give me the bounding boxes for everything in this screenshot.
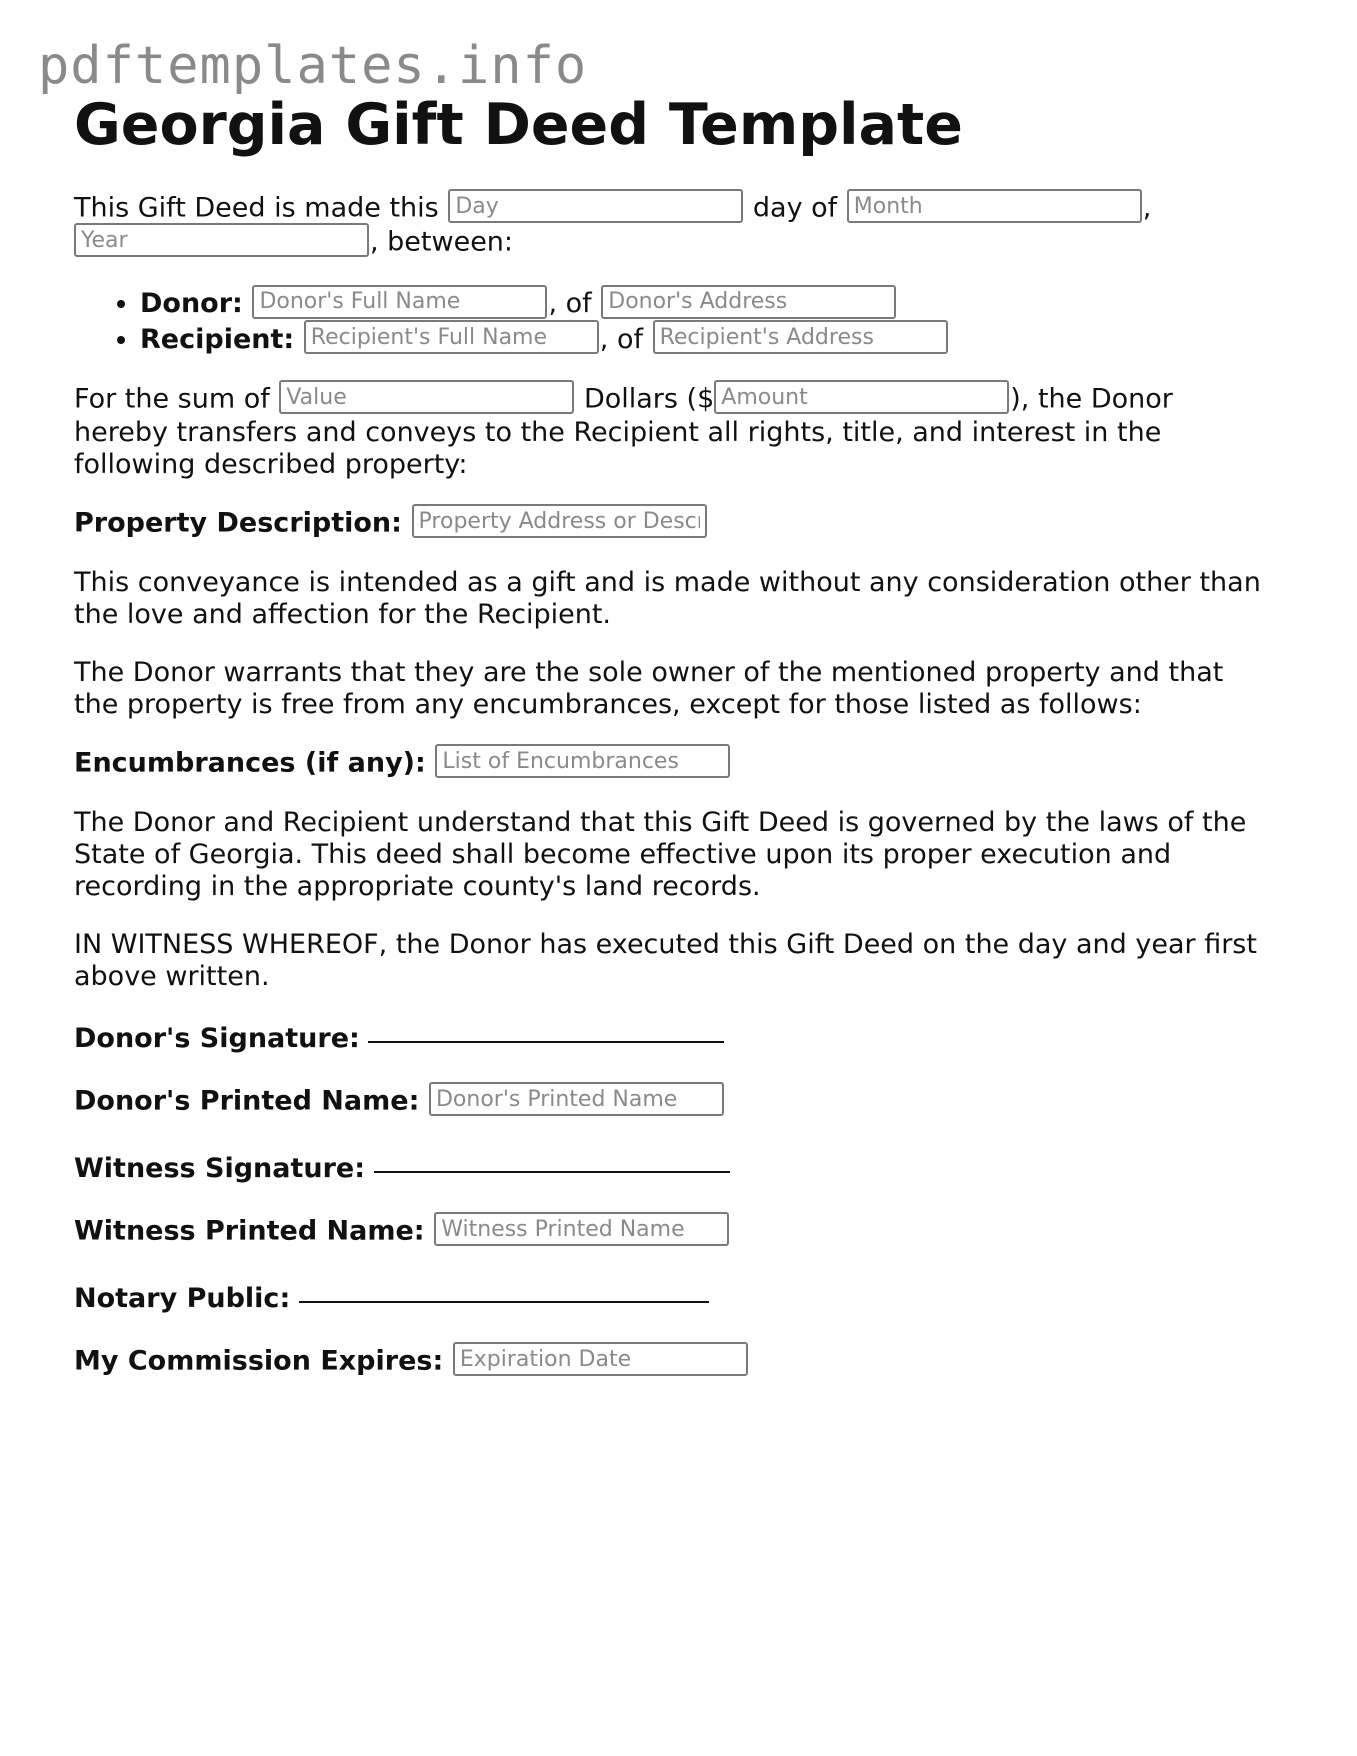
parties-list <box>74 286 1274 357</box>
sum-paragraph <box>74 383 1274 481</box>
donor-address-input[interactable] <box>601 285 896 319</box>
sum-text-1: For the sum of <box>74 383 270 415</box>
property-row <box>74 507 1274 541</box>
donor-list-item <box>140 286 1274 322</box>
donor-signature-label: Donor's Signature: <box>74 1023 360 1054</box>
donor-printed-name-row <box>74 1085 1274 1119</box>
intro-comma: , <box>1142 192 1152 224</box>
gift-paragraph: This conveyance is intended as a gift and is made without any consideration other than the love and affection for the Recipient. <box>74 567 1261 630</box>
witness-printed-name-input[interactable] <box>434 1212 729 1246</box>
warranty-paragraph: The Donor warrants that they are the sole owner of the mentioned property and that the property is free from any encumbrances, except for those listed as follows: <box>74 657 1224 720</box>
witness-whereof-paragraph: IN WITNESS WHEREOF, the Donor has executed this Gift Deed on the day and year first above written. <box>74 929 1257 992</box>
recipient-label: Recipient: <box>140 323 295 355</box>
property-description-input[interactable] <box>412 504 707 538</box>
property-description-label: Property Description: <box>74 507 402 539</box>
recipient-of-text: , of <box>599 323 643 355</box>
sum-text-3: ), the Donor hereby transfers and conveys to the Recipient all rights, title, and interest in the following described property: <box>74 383 1173 480</box>
witness-printed-name-label: Witness Printed Name: <box>74 1215 425 1247</box>
donor-full-name-input[interactable] <box>252 285 547 319</box>
year-input[interactable] <box>74 223 369 257</box>
donor-printed-name-label: Donor's Printed Name: <box>74 1085 420 1117</box>
recipient-list-item <box>140 322 1274 358</box>
watermark: pdftemplates.info <box>38 36 588 96</box>
notary-public-row <box>74 1279 1274 1315</box>
sum-text-2: Dollars ($ <box>583 383 715 415</box>
donor-signature-row <box>74 1019 1274 1055</box>
witness-signature-line[interactable] <box>374 1145 730 1173</box>
recipient-address-input[interactable] <box>653 320 948 354</box>
witness-signature-row <box>74 1149 1274 1185</box>
witness-signature-label: Witness Signature: <box>74 1153 366 1184</box>
encumbrances-input[interactable] <box>435 744 730 778</box>
gift-deed-document <box>74 92 1274 1409</box>
witness-printed-name-row <box>74 1215 1274 1249</box>
value-input[interactable] <box>279 380 574 414</box>
intro-text-3: , between: <box>370 226 514 258</box>
page-title: Georgia Gift Deed Template <box>74 92 963 158</box>
intro-text-1: This Gift Deed is made this <box>74 192 439 224</box>
donor-printed-name-input[interactable] <box>429 1082 724 1116</box>
donor-of-text: , of <box>548 288 592 319</box>
notary-public-label: Notary Public: <box>74 1283 291 1314</box>
encumbrances-row <box>74 747 1274 781</box>
donor-label: Donor: <box>140 288 243 319</box>
intro-text-2: day of <box>752 192 838 224</box>
notary-signature-line[interactable] <box>299 1275 709 1303</box>
intro-paragraph <box>74 192 1274 260</box>
commission-expires-row <box>74 1345 1274 1379</box>
commission-expires-label: My Commission Expires: <box>74 1345 444 1377</box>
encumbrances-label: Encumbrances (if any): <box>74 747 426 779</box>
day-input[interactable] <box>448 189 743 223</box>
amount-input[interactable] <box>714 380 1009 414</box>
expiration-date-input[interactable] <box>453 1342 748 1376</box>
donor-signature-line[interactable] <box>368 1015 724 1043</box>
governing-law-paragraph: The Donor and Recipient understand that this Gift Deed is governed by the laws of the State of Georgia. This deed shall become effective upon its proper execution and recording in the appropriate county's land records. <box>74 807 1247 902</box>
month-input[interactable] <box>847 189 1142 223</box>
recipient-full-name-input[interactable] <box>304 320 599 354</box>
